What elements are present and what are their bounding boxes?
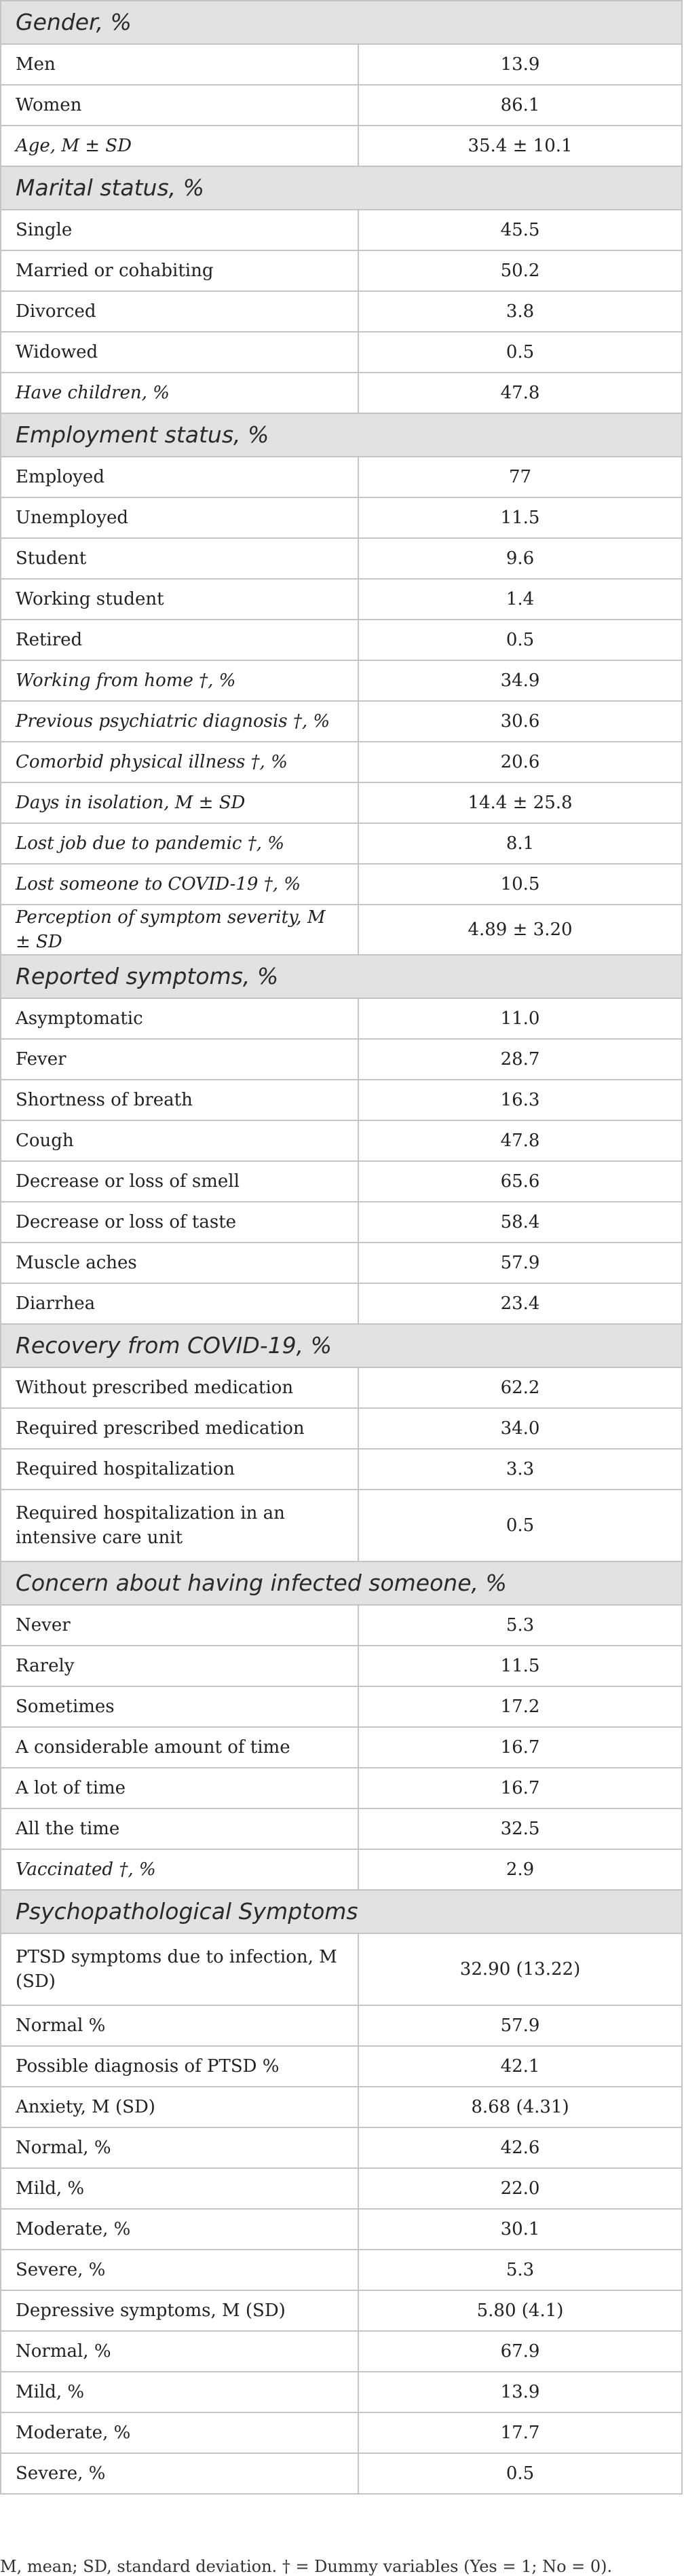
section-header: Psychopathological Symptoms	[1, 1890, 682, 1933]
table-row	[1, 85, 682, 126]
table-row	[1, 2209, 682, 2250]
row-value: 57.9	[358, 1243, 682, 1283]
section-header-row	[1, 1, 682, 44]
row-label: Required prescribed medication	[1, 1408, 358, 1449]
row-value: 58.4	[358, 1202, 682, 1243]
row-value: 11.5	[358, 497, 682, 538]
row-value: 45.5	[358, 210, 682, 250]
table-row	[1, 1283, 682, 1324]
row-label: Anxiety, M (SD)	[1, 2087, 358, 2127]
row-value: 30.1	[358, 2209, 682, 2250]
row-label: Severe, %	[1, 2453, 358, 2494]
table-row	[1, 1039, 682, 1080]
row-value: 4.89 ± 3.20	[358, 905, 682, 955]
table-row	[1, 2046, 682, 2087]
row-value: 35.4 ± 10.1	[358, 126, 682, 166]
row-value: 20.6	[358, 742, 682, 782]
table-row	[1, 2168, 682, 2209]
table-row	[1, 782, 682, 823]
row-value: 8.68 (4.31)	[358, 2087, 682, 2127]
row-label: Moderate, %	[1, 2412, 358, 2453]
row-label: Without prescribed medication	[1, 1367, 358, 1408]
row-value: 8.1	[358, 823, 682, 864]
table-row	[1, 44, 682, 85]
table-row	[1, 1367, 682, 1408]
row-label: Previous psychiatric diagnosis †, %	[1, 701, 358, 742]
row-label: Muscle aches	[1, 1243, 358, 1283]
row-value: 13.9	[358, 2372, 682, 2412]
table-row	[1, 332, 682, 373]
row-label: Shortness of breath	[1, 1080, 358, 1120]
table-row	[1, 2453, 682, 2494]
row-label: Single	[1, 210, 358, 250]
section-header-row	[1, 1890, 682, 1933]
table-row	[1, 538, 682, 579]
row-value: 67.9	[358, 2331, 682, 2372]
row-value: 42.1	[358, 2046, 682, 2087]
table-row	[1, 1080, 682, 1120]
table-row	[1, 497, 682, 538]
row-value: 32.5	[358, 1808, 682, 1849]
row-label: Never	[1, 1605, 358, 1646]
table-row	[1, 1768, 682, 1808]
row-label: Women	[1, 85, 358, 126]
row-value: 34.0	[358, 1408, 682, 1449]
row-label: Possible diagnosis of PTSD %	[1, 2046, 358, 2087]
row-label: Moderate, %	[1, 2209, 358, 2250]
row-value: 57.9	[358, 2005, 682, 2046]
table-row	[1, 2250, 682, 2290]
table-row	[1, 2412, 682, 2453]
section-header: Gender, %	[1, 1, 682, 44]
row-label: PTSD symptoms due to infection, M (SD)	[1, 1933, 358, 2005]
table-row	[1, 2290, 682, 2331]
table-row	[1, 1933, 682, 2005]
row-label: Age, M ± SD	[1, 126, 358, 166]
row-label: Days in isolation, M ± SD	[1, 782, 358, 823]
row-value: 16.3	[358, 1080, 682, 1120]
row-label: Perception of symptom severity, M ± SD	[1, 905, 358, 955]
table-row	[1, 291, 682, 332]
row-label: Mild, %	[1, 2372, 358, 2412]
row-label: Normal, %	[1, 2331, 358, 2372]
row-label: All the time	[1, 1808, 358, 1849]
table-row	[1, 660, 682, 701]
row-value: 0.5	[358, 620, 682, 660]
table-row	[1, 1646, 682, 1686]
section-header: Employment status, %	[1, 413, 682, 457]
row-label: Comorbid physical illness †, %	[1, 742, 358, 782]
table-row	[1, 373, 682, 413]
row-value: 77	[358, 457, 682, 497]
table-row	[1, 1849, 682, 1890]
section-header-row	[1, 413, 682, 457]
table-row	[1, 2331, 682, 2372]
row-label: Required hospitalization in an intensive care unit	[1, 1490, 358, 1561]
table-row	[1, 2087, 682, 2127]
section-header: Recovery from COVID-19, %	[1, 1324, 682, 1367]
row-value: 17.7	[358, 2412, 682, 2453]
row-value: 47.8	[358, 1120, 682, 1161]
row-value: 16.7	[358, 1768, 682, 1808]
row-value: 22.0	[358, 2168, 682, 2209]
section-header: Concern about having infected someone, %	[1, 1561, 682, 1605]
table-row	[1, 1120, 682, 1161]
row-label: Fever	[1, 1039, 358, 1080]
table-body	[1, 1, 682, 2494]
table-row	[1, 2372, 682, 2412]
row-value: 11.0	[358, 998, 682, 1039]
table-row	[1, 1202, 682, 1243]
row-label: Men	[1, 44, 358, 85]
table-row	[1, 1243, 682, 1283]
row-value: 86.1	[358, 85, 682, 126]
row-label: Working from home †, %	[1, 660, 358, 701]
table-row	[1, 620, 682, 660]
row-label: Mild, %	[1, 2168, 358, 2209]
row-label: Required hospitalization	[1, 1449, 358, 1490]
table-row	[1, 1727, 682, 1768]
row-value: 11.5	[358, 1646, 682, 1686]
row-value: 5.3	[358, 2250, 682, 2290]
row-value: 1.4	[358, 579, 682, 620]
row-label: Vaccinated †, %	[1, 1849, 358, 1890]
row-value: 0.5	[358, 1490, 682, 1561]
table-row	[1, 1490, 682, 1561]
row-value: 10.5	[358, 864, 682, 905]
section-header-row	[1, 166, 682, 210]
row-value: 28.7	[358, 1039, 682, 1080]
row-value: 50.2	[358, 250, 682, 291]
row-value: 14.4 ± 25.8	[358, 782, 682, 823]
row-value: 3.3	[358, 1449, 682, 1490]
row-value: 0.5	[358, 332, 682, 373]
row-label: Lost someone to COVID-19 †, %	[1, 864, 358, 905]
row-value: 0.5	[358, 2453, 682, 2494]
row-label: A lot of time	[1, 1768, 358, 1808]
row-label: Working student	[1, 579, 358, 620]
table-row	[1, 457, 682, 497]
row-label: Depressive symptoms, M (SD)	[1, 2290, 358, 2331]
row-value: 16.7	[358, 1727, 682, 1768]
row-value: 17.2	[358, 1686, 682, 1727]
row-label: Married or cohabiting	[1, 250, 358, 291]
table-row	[1, 864, 682, 905]
table-row	[1, 1449, 682, 1490]
table-row	[1, 1605, 682, 1646]
row-value: 47.8	[358, 373, 682, 413]
table-row	[1, 2005, 682, 2046]
row-value: 42.6	[358, 2127, 682, 2168]
table-row	[1, 1686, 682, 1727]
table-row	[1, 1808, 682, 1849]
row-value: 13.9	[358, 44, 682, 85]
table-row	[1, 126, 682, 166]
row-label: Diarrhea	[1, 1283, 358, 1324]
table-row	[1, 2127, 682, 2168]
row-value: 3.8	[358, 291, 682, 332]
table-row	[1, 1408, 682, 1449]
section-header: Reported symptoms, %	[1, 955, 682, 998]
section-header: Marital status, %	[1, 166, 682, 210]
table-row	[1, 998, 682, 1039]
row-label: Severe, %	[1, 2250, 358, 2290]
section-header-row	[1, 1561, 682, 1605]
row-label: Rarely	[1, 1646, 358, 1686]
row-value: 65.6	[358, 1161, 682, 1202]
row-label: Decrease or loss of smell	[1, 1161, 358, 1202]
row-value: 30.6	[358, 701, 682, 742]
row-label: Asymptomatic	[1, 998, 358, 1039]
section-header-row	[1, 1324, 682, 1367]
row-label: Cough	[1, 1120, 358, 1161]
row-label: Widowed	[1, 332, 358, 373]
table-row	[1, 579, 682, 620]
table-row	[1, 742, 682, 782]
table-row	[1, 905, 682, 955]
row-value: 32.90 (13.22)	[358, 1933, 682, 2005]
row-label: Sometimes	[1, 1686, 358, 1727]
row-label: Have children, %	[1, 373, 358, 413]
row-label: Decrease or loss of taste	[1, 1202, 358, 1243]
table-row	[1, 250, 682, 291]
table-row	[1, 210, 682, 250]
row-label: Employed	[1, 457, 358, 497]
row-value: 2.9	[358, 1849, 682, 1890]
row-label: Divorced	[1, 291, 358, 332]
row-value: 5.3	[358, 1605, 682, 1646]
row-label: Lost job due to pandemic †, %	[1, 823, 358, 864]
section-header-row	[1, 955, 682, 998]
row-label: Normal, %	[1, 2127, 358, 2168]
row-label: A considerable amount of time	[1, 1727, 358, 1768]
row-value: 9.6	[358, 538, 682, 579]
row-label: Student	[1, 538, 358, 579]
table-footnote: M, mean; SD, standard deviation. † = Dummy variables (Yes = 1; No = 0).	[0, 2557, 613, 2576]
table-row	[1, 1161, 682, 1202]
row-value: 5.80 (4.1)	[358, 2290, 682, 2331]
row-label: Retired	[1, 620, 358, 660]
row-value: 62.2	[358, 1367, 682, 1408]
table-row	[1, 823, 682, 864]
row-value: 34.9	[358, 660, 682, 701]
row-label: Unemployed	[1, 497, 358, 538]
row-value: 23.4	[358, 1283, 682, 1324]
row-label: Normal %	[1, 2005, 358, 2046]
table-row	[1, 701, 682, 742]
